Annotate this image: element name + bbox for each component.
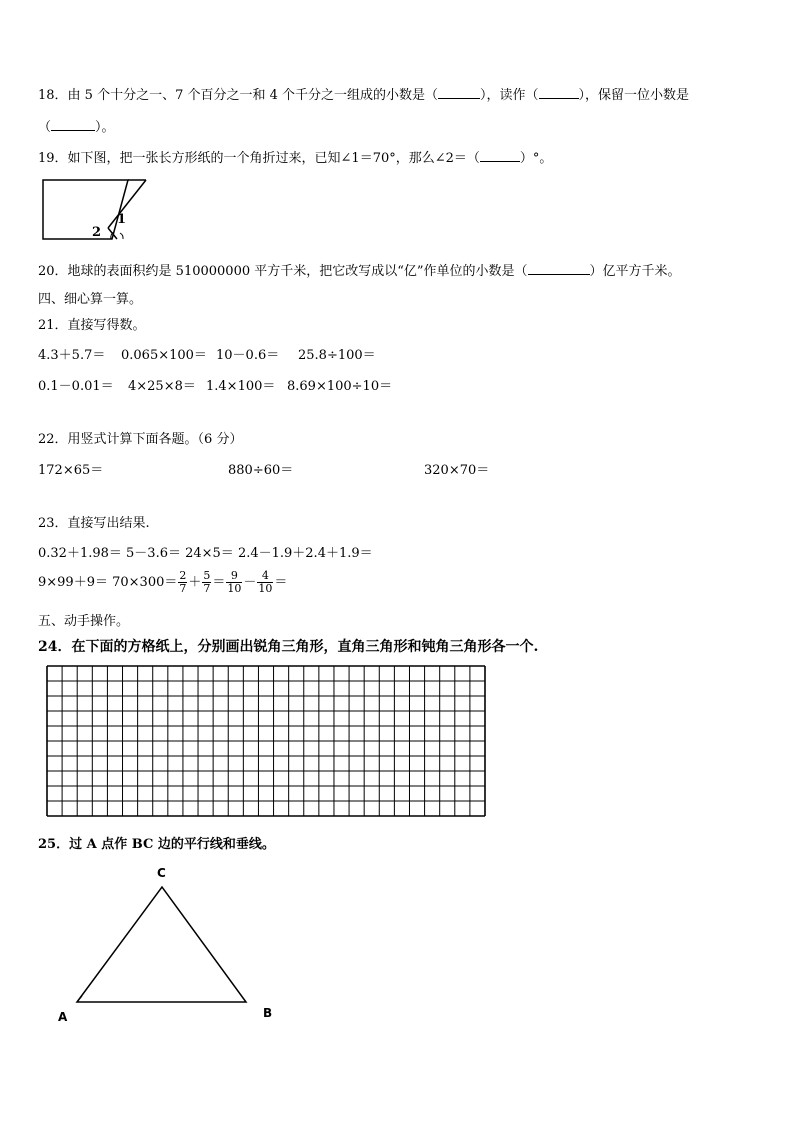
q23-row-2: 9×99＋9＝ 70×300＝ $\frac{2}{7}$ ＋ $\frac{5}{7}$ ＝ $\frac{9}{10}$ － $\frac{4}{10}$ ＝ (38, 569, 288, 595)
q23-row-1: 0.32＋1.98＝ 5－3.6＝ 24×5＝ 2.4－1.9＋2.4＋1.9＝ (38, 546, 373, 561)
q20-question: 20．地球的表面积约是 510000000 平方千米，把它改写成以“亿”作单位的小数是（ ）亿平方千米。 (38, 264, 681, 279)
q23-title: 23．直接写出结果. (38, 516, 150, 531)
q21-item: 8.69×100÷10＝ (287, 379, 393, 394)
q19-answer-blank[interactable] (480, 149, 520, 162)
q22-item: 172×65＝ (38, 463, 104, 478)
vertex-a-label: A (58, 1010, 68, 1024)
square-grid-paper[interactable] (45, 664, 487, 818)
q18-line2: （ ）。 (38, 120, 115, 135)
vertex-c-label: C (157, 866, 166, 880)
fraction-5-7: $\frac{5}{7}$ (203, 569, 211, 595)
q24-title: 24．在下面的方格纸上，分别画出锐角三角形，直角三角形和钝角三角形各一个. (38, 639, 539, 655)
q21-item: 0.1－0.01＝ (38, 379, 114, 394)
q19-question: 19．如下图，把一张长方形纸的一个角折过来，已知∠1＝70°，那么∠2＝（ ）°。 (38, 151, 553, 166)
q20-answer-blank[interactable] (528, 262, 590, 275)
q18-line1: 18．由 5 个十分之一、7 个百分之一和 4 个千分之一组成的小数是（ ），读作（ ），保留一位小数是 (38, 88, 690, 103)
q22-items (38, 459, 489, 478)
section-5-heading: 五、动手操作。 (38, 614, 130, 629)
q21-item: 4.3＋5.7＝ (38, 348, 106, 363)
q21-title: 21．直接写得数。 (38, 318, 146, 333)
folded-rectangle-figure (40, 176, 155, 244)
fraction-4-10: $\frac{4}{10}$ (258, 569, 273, 595)
vertex-b-label: B (263, 1006, 273, 1020)
q21-item: 10－0.6＝ (216, 348, 280, 363)
q22-item: 320×70＝ (424, 463, 490, 478)
q21-item: 1.4×100＝ (206, 379, 276, 394)
q18-answer-blank-3[interactable] (51, 118, 95, 131)
q21-item: 0.065×100＝ (121, 348, 207, 363)
q21-item: 25.8÷100＝ (298, 348, 376, 363)
q21-row-2 (38, 375, 392, 394)
q25-title: 25．过 A 点作 BC 边的平行线和垂线。 (38, 837, 275, 852)
fraction-2-7: $\frac{2}{7}$ (179, 569, 187, 595)
q22-item: 880÷60＝ (228, 463, 294, 478)
fraction-9-10: $\frac{9}{10}$ (227, 569, 242, 595)
angle-1-label: 1 (117, 212, 127, 227)
section-4-heading: 四、细心算一算。 (38, 292, 143, 307)
q18-answer-blank-1[interactable] (438, 86, 480, 99)
angle-2-label: 2 (92, 225, 102, 240)
q21-row-1 (38, 344, 376, 363)
triangle-abc-figure[interactable] (50, 862, 290, 1032)
q18-answer-blank-2[interactable] (539, 86, 579, 99)
q21-item: 4×25×8＝ (128, 379, 196, 394)
q22-title: 22．用竖式计算下面各题。（6 分） (38, 432, 243, 447)
